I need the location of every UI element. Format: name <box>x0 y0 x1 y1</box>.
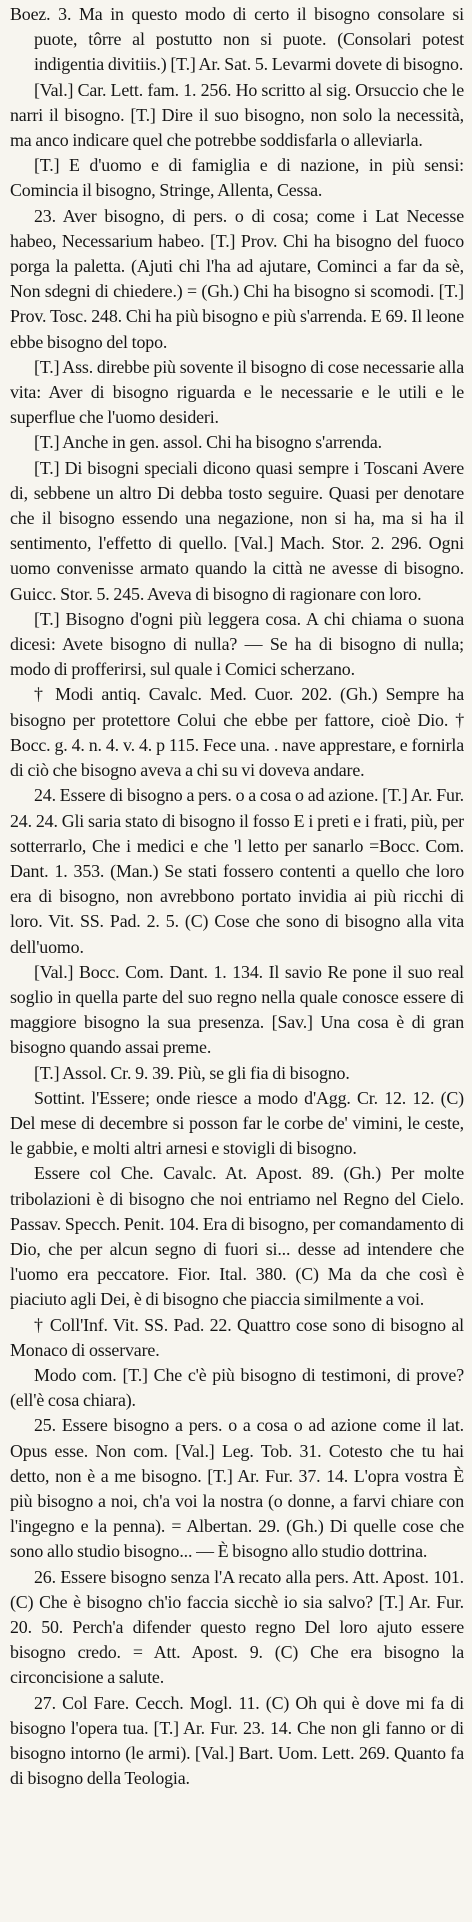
sense-24-essere-di-bisogno: 24. Essere di bisogno a pers. o a cosa o ad azione. [T.] Ar. Fur. 24. 24. Gli saria stato di bisogno il fosso E i preti e i frati, più, per sotterrarlo, Che i medici e che 'l letto per sanarlo =Bocc. Com. Dant. 1. 353. (Man.) Se stati fossero contenti a quello che loro era di bisogno, non avrebbono portato invidia ai più ricchi di loro. Vit. SS. Pad. 2. 5. (C) Cose che sono di bisogno alla vita dell'uomo. <box>10 785 464 957</box>
entry-paragraph-essere-col-che: Essere col Che. Cavalc. At. Apost. 89. (Gh.) Per molte tribolazioni è di bisogno che noi entriamo nel Regno del Cielo. Passav. Specch. Penit. 104. Era di bisogno, per comandamento di Dio, che per alcun segno di fuori si... desse ad intendere che l'uomo era peccatore. Fior. Ital. 380. (C) Ma da che così è piaciuto agli Dei, è di bisogno che piaccia similmente a voi. <box>10 1163 464 1310</box>
entry-paragraph-val-car: [Val.] Car. Lett. fam. 1. 256. Ho scritto al sig. Orsuccio che le narri il bisogno. [T.] Dire il suo bisogno, non solo la necessità, ma anco indicare quel che potrebbe soddisfarla o alleviarla. <box>10 79 464 151</box>
entry-paragraph-famiglia: [T.] E d'uomo e di famiglia e di nazione, in più sensi: Comincia il bisogno, Stringe, Allenta, Cessa. <box>10 155 464 201</box>
entry-paragraph-bisogni-speciali: [T.] Di bisogni speciali dicono quasi sempre i Toscani Avere di, sebbene un altro Di debba tosto seguire. Quasi per denotare che il bisogno essendo una negazione, non si ha, ma si ha il sentimento, l'effetto di quello. [Val.] Mach. Stor. 2. 296. Ogni uomo convenisse armato quando la città ne avesse di bisogno. Guicc. Stor. 5. 245. Aveva di bisogno di ragionare con loro. <box>10 457 464 604</box>
entry-paragraph-cose-necessarie: [T.] Ass. direbbe più sovente il bisogno di cose necessarie alla vita: Aver di bisogno riguarda e le necessarie e le utili e le superflue che l'uomo desideri. <box>10 356 464 428</box>
entry-paragraph-modi-antiq: † Modi antiq. Cavalc. Med. Cuor. 202. (Gh.) Sempre ha bisogno per protettore Colui che ebbe per fattore, cioè Dio. † Bocc. g. 4. n. 4. v. 4. p 115. Fece una. . nave apprestare, e fornirla di ciò che bisogno aveva a chi su vi doveva andare. <box>10 684 464 781</box>
entry-paragraph-bocc-com: [Val.] Bocc. Com. Dant. 1. 134. Il savio Re pone il suo real soglio in quella parte del suo regno nella quale conosce essere di maggiore bisogno la sua presenza. [Sav.] Una cosa è di gran bisogno quando assai preme. <box>10 961 464 1058</box>
sense-23-aver-bisogno: 23. Aver bisogno, di pers. o di cosa; come i Lat Necesse habeo, Necessarium habeo. [T.] Prov. Chi ha bisogno del fuoco porga la paletta. (Ajuti chi l'ha ad ajutare, Cominci a far da sè, Non sdegni di chiedere.) = (Gh.) Chi ha bisogno si scomodi. [T.] Prov. Tosc. 248. Chi ha più bisogno e più s'arrenda. E 69. Il leone ebbe bisogno del topo. <box>10 205 464 352</box>
sense-25-essere-bisogno: 25. Essere bisogno a pers. o a cosa o ad azione come il lat. Opus esse. Non com. [Val.] Leg. Tob. 31. Cotesto che tu hai detto, non è a me bisogno. [T.] Ar. Fur. 37. 14. L'opra vostra È più bisogno a noi, ch'a voi la nostra (o donne, a farvi chiare con l'ingegno e la penna). = Albertan. 29. (Gh.) Di quelle cose che sono allo studio bisogno... — È bisogno allo studio dottrina. <box>10 1415 464 1562</box>
entry-paragraph-continuation: Boez. 3. Ma in questo modo di certo il bisogno consolare si puote, tôrre al postutto non si puote. (Consolari potest indigentia divitiis.) [T.] Ar. Sat. 5. Levarmi dovete di bisogno. <box>10 4 464 75</box>
sense-27-col-fare: 27. Col Fare. Cecch. Mogl. 11. (C) Oh qui è dove mi fa di bisogno l'opera tua. [T.] Ar. Fur. 23. 14. Che non gli fanno or di bisogno intorno (le armi). [Val.] Bart. Uom. Lett. 269. Quanto fa di bisogno della Teologia. <box>10 1692 464 1789</box>
entry-paragraph-sottint: Sottint. l'Essere; onde riesce a modo d'Agg. Cr. 12. 12. (C) Del mese di decembre si posson far le corbe de' vimini, le ceste, le gabbie, e molti altri arnesi e stovigli di bisogno. <box>10 1087 464 1159</box>
entry-paragraph-assol: [T.] Anche in gen. assol. Chi ha bisogno s'arrenda. <box>34 432 382 453</box>
sense-26-senza-a: 26. Essere bisogno senza l'A recato alla pers. Att. Apost. 101. (C) Che è bisogno ch'io faccia sicchè io sia salvo? [T.] Ar. Fur. 20. 50. Perch'a difender questo regno Del loro ajuto essere bisogno credo. = Att. Apost. 9. (C) Che era bisogno la circoncisione a salute. <box>10 1566 464 1688</box>
entry-paragraph-coll-inf: † Coll'Inf. Vit. SS. Pad. 22. Quattro cose sono di bisogno al Monaco di osservare. <box>10 1314 464 1360</box>
entry-paragraph-modo-com: Modo com. [T.] Che c'è più bisogno di testimoni, di prove? (ell'è cosa chiara). <box>10 1364 464 1411</box>
entry-paragraph-leggera-cosa: [T.] Bisogno d'ogni più leggera cosa. A chi chiama o suona dicesi: Avete bisogno di nulla? — Se ha di bisogno di nulla; modo di profferirsi, sul quale i Comici scherzano. <box>10 608 464 680</box>
entry-paragraph-assol-cr: [T.] Assol. Cr. 9. 39. Più, se gli fia di bisogno. <box>34 1062 350 1083</box>
